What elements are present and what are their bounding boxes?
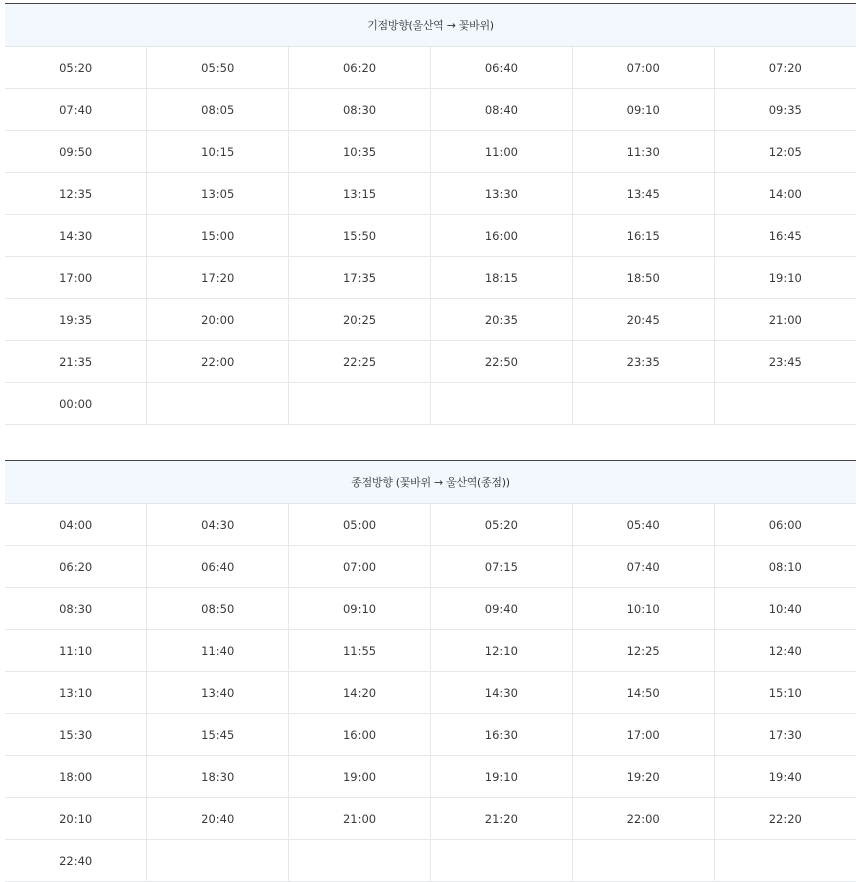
time-cell: 08:50 <box>147 588 289 630</box>
table-row <box>5 173 856 215</box>
table-row <box>5 672 856 714</box>
time-cell: 06:20 <box>5 546 147 588</box>
time-cell: 15:00 <box>147 215 289 257</box>
time-cell: 19:35 <box>5 299 147 341</box>
table-row <box>5 714 856 756</box>
time-cell: 22:00 <box>572 798 714 840</box>
time-cell: 15:45 <box>147 714 289 756</box>
time-cell: 12:10 <box>430 630 572 672</box>
time-cell: 20:35 <box>430 299 572 341</box>
time-cell: 05:20 <box>430 504 572 546</box>
time-cell: 11:30 <box>572 131 714 173</box>
time-cell: 12:05 <box>714 131 856 173</box>
time-cell: 16:00 <box>289 714 431 756</box>
table-row <box>5 630 856 672</box>
table-header-terminal: 종점방향 (꽃바위 → 울산역(종점)) <box>5 461 856 504</box>
table-row <box>5 257 856 299</box>
time-cell: 11:00 <box>430 131 572 173</box>
time-cell: 12:25 <box>572 630 714 672</box>
time-cell: 19:10 <box>714 257 856 299</box>
time-cell: 17:00 <box>572 714 714 756</box>
time-cell: 08:30 <box>289 89 431 131</box>
time-cell <box>147 383 289 425</box>
time-cell: 19:10 <box>430 756 572 798</box>
time-cell: 08:30 <box>5 588 147 630</box>
time-cell: 12:35 <box>5 173 147 215</box>
table-row <box>5 383 856 425</box>
time-cell: 14:00 <box>714 173 856 215</box>
time-cell: 07:00 <box>572 47 714 89</box>
time-cell: 18:15 <box>430 257 572 299</box>
table-row <box>5 756 856 798</box>
time-cell: 19:20 <box>572 756 714 798</box>
table-row <box>5 89 856 131</box>
time-cell: 17:30 <box>714 714 856 756</box>
time-cell: 00:00 <box>5 383 147 425</box>
time-cell: 07:40 <box>572 546 714 588</box>
time-cell: 17:35 <box>289 257 431 299</box>
time-cell: 08:05 <box>147 89 289 131</box>
time-cell: 13:40 <box>147 672 289 714</box>
time-cell: 19:40 <box>714 756 856 798</box>
time-cell: 17:20 <box>147 257 289 299</box>
table-body-terminal <box>5 504 856 882</box>
time-cell: 16:30 <box>430 714 572 756</box>
time-cell: 14:20 <box>289 672 431 714</box>
time-cell: 10:40 <box>714 588 856 630</box>
table-row <box>5 798 856 840</box>
time-cell: 14:30 <box>5 215 147 257</box>
time-cell: 22:00 <box>147 341 289 383</box>
timetable-departure-direction <box>5 3 856 425</box>
time-cell: 16:00 <box>430 215 572 257</box>
time-cell: 04:30 <box>147 504 289 546</box>
time-cell: 15:30 <box>5 714 147 756</box>
time-cell: 13:15 <box>289 173 431 215</box>
time-cell <box>430 840 572 882</box>
time-cell: 05:40 <box>572 504 714 546</box>
time-cell: 16:45 <box>714 215 856 257</box>
time-cell: 15:50 <box>289 215 431 257</box>
time-cell: 18:50 <box>572 257 714 299</box>
time-cell: 04:00 <box>5 504 147 546</box>
time-cell: 09:50 <box>5 131 147 173</box>
time-cell: 07:20 <box>714 47 856 89</box>
timetable-terminal-direction <box>5 460 856 882</box>
time-cell: 07:00 <box>289 546 431 588</box>
time-cell: 18:00 <box>5 756 147 798</box>
time-cell: 08:40 <box>430 89 572 131</box>
time-cell: 18:30 <box>147 756 289 798</box>
time-cell: 23:35 <box>572 341 714 383</box>
time-cell: 13:30 <box>430 173 572 215</box>
time-cell: 20:40 <box>147 798 289 840</box>
time-cell: 21:20 <box>430 798 572 840</box>
time-cell: 09:35 <box>714 89 856 131</box>
time-cell: 05:20 <box>5 47 147 89</box>
time-cell <box>147 840 289 882</box>
time-cell: 13:45 <box>572 173 714 215</box>
time-cell: 13:05 <box>147 173 289 215</box>
time-cell: 21:00 <box>714 299 856 341</box>
time-cell: 05:00 <box>289 504 431 546</box>
time-cell: 21:35 <box>5 341 147 383</box>
time-cell: 22:25 <box>289 341 431 383</box>
time-cell: 15:10 <box>714 672 856 714</box>
time-cell: 06:40 <box>147 546 289 588</box>
time-cell: 07:40 <box>5 89 147 131</box>
table-row <box>5 47 856 89</box>
time-cell: 09:10 <box>572 89 714 131</box>
table-row <box>5 840 856 882</box>
time-cell: 05:50 <box>147 47 289 89</box>
time-cell <box>430 383 572 425</box>
table-body-departure <box>5 47 856 425</box>
time-cell: 09:40 <box>430 588 572 630</box>
time-cell: 07:15 <box>430 546 572 588</box>
table-row <box>5 215 856 257</box>
time-cell: 10:35 <box>289 131 431 173</box>
table-header-departure: 기점방향(울산역 → 꽃바위) <box>5 4 856 47</box>
time-cell: 10:10 <box>572 588 714 630</box>
time-cell: 17:00 <box>5 257 147 299</box>
time-cell <box>572 383 714 425</box>
time-cell: 21:00 <box>289 798 431 840</box>
time-cell: 12:40 <box>714 630 856 672</box>
table-row <box>5 131 856 173</box>
table-row <box>5 504 856 546</box>
time-cell <box>289 840 431 882</box>
time-cell: 14:50 <box>572 672 714 714</box>
time-cell: 08:10 <box>714 546 856 588</box>
time-cell: 20:25 <box>289 299 431 341</box>
time-cell: 20:00 <box>147 299 289 341</box>
time-cell: 22:40 <box>5 840 147 882</box>
time-cell: 16:15 <box>572 215 714 257</box>
time-cell <box>572 840 714 882</box>
time-cell: 20:10 <box>5 798 147 840</box>
time-cell <box>714 840 856 882</box>
time-cell: 19:00 <box>289 756 431 798</box>
table-row <box>5 588 856 630</box>
time-cell <box>714 383 856 425</box>
time-cell <box>289 383 431 425</box>
time-cell: 11:55 <box>289 630 431 672</box>
time-cell: 22:50 <box>430 341 572 383</box>
table-row <box>5 546 856 588</box>
time-cell: 20:45 <box>572 299 714 341</box>
time-cell: 23:45 <box>714 341 856 383</box>
time-cell: 11:40 <box>147 630 289 672</box>
time-cell: 06:20 <box>289 47 431 89</box>
time-cell: 06:00 <box>714 504 856 546</box>
time-cell: 11:10 <box>5 630 147 672</box>
table-row <box>5 299 856 341</box>
time-cell: 06:40 <box>430 47 572 89</box>
time-cell: 22:20 <box>714 798 856 840</box>
time-cell: 09:10 <box>289 588 431 630</box>
time-cell: 13:10 <box>5 672 147 714</box>
time-cell: 10:15 <box>147 131 289 173</box>
time-cell: 14:30 <box>430 672 572 714</box>
table-row <box>5 341 856 383</box>
